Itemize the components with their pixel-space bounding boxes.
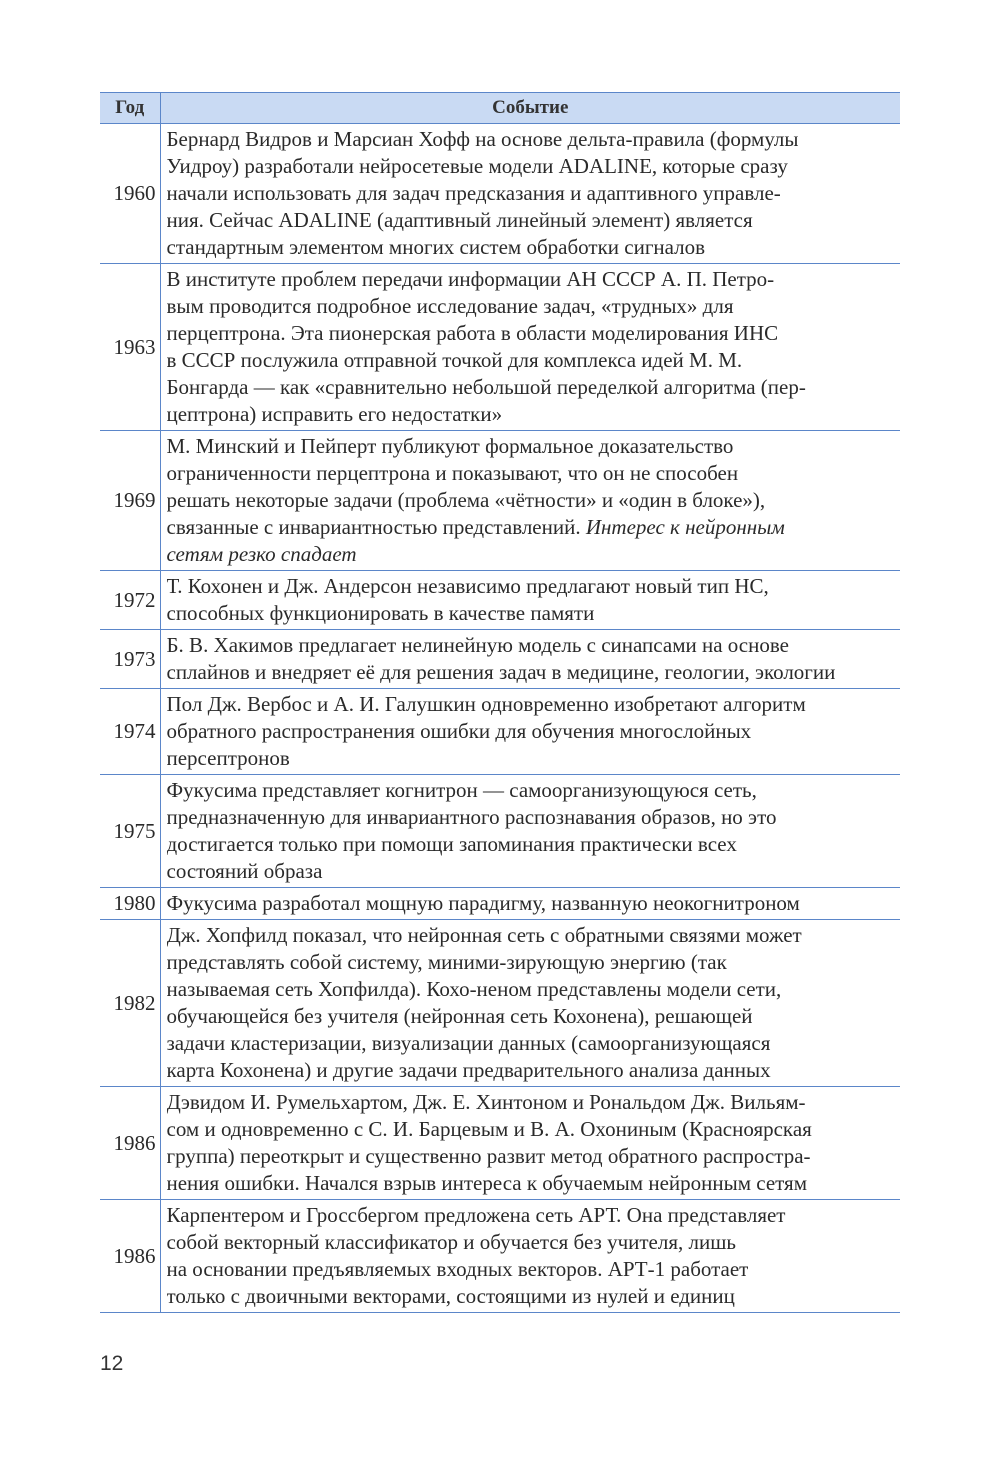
event-line-text: Дж. Хопфилд показал, что нейронная сеть с обратными связями может: [166, 923, 802, 947]
event-line: [167, 1143, 897, 1170]
table-row: [100, 124, 900, 264]
event-line: [167, 1116, 897, 1143]
table-row: [100, 775, 900, 888]
event-line: [167, 1229, 897, 1256]
event-line-text: цептрона) исправить его недостатки»: [166, 402, 503, 426]
event-line: [167, 541, 897, 568]
history-table: [100, 92, 900, 1313]
row-year: 1973: [100, 630, 160, 689]
row-event: [160, 1200, 900, 1313]
event-line-text: решать некоторые задачи (проблема «чётности» и «один в блоке»),: [166, 488, 766, 512]
table-row: [100, 264, 900, 431]
event-line: [167, 401, 897, 428]
event-line-text: обратного распространения ошибки для обучения многослойных: [166, 719, 752, 743]
event-line: [167, 514, 897, 541]
table-row: [100, 888, 900, 920]
table-row: [100, 920, 900, 1087]
event-line-text: называемая сеть Хопфилда). Кохо-неном представлены модели сети,: [166, 977, 782, 1001]
event-line: [167, 180, 897, 207]
event-line-text: на основании предъявляемых входных векторов. АРТ-1 работает: [166, 1257, 749, 1281]
event-line-text: достигается только при помощи запоминания практически всех: [166, 832, 737, 856]
history-table-container: [100, 92, 900, 1313]
event-line-text: карта Кохонена) и другие задачи предварительного анализа данных: [166, 1058, 771, 1082]
event-line: [167, 949, 897, 976]
event-line-text: нения ошибки. Начался взрыв интереса к обучаемым нейронным сетям: [166, 1171, 807, 1195]
event-line-text: начали использовать для задач предсказания и адаптивного управле-: [166, 181, 781, 205]
event-line: [167, 207, 897, 234]
table-row: [100, 431, 900, 571]
row-year: 1982: [100, 920, 160, 1087]
header-event: Событие: [160, 93, 900, 124]
event-line: [167, 347, 897, 374]
event-line: [167, 460, 897, 487]
table-row: [100, 1200, 900, 1313]
row-year: 1986: [100, 1200, 160, 1313]
event-line: [167, 890, 897, 917]
row-year: 1969: [100, 431, 160, 571]
event-line: [167, 1030, 897, 1057]
event-line-text: только с двоичными векторами, состоящими из нулей и единиц: [166, 1284, 735, 1308]
event-line-text: Пол Дж. Вербос и А. И. Галушкин одновременно изобретают алгоритм: [166, 692, 806, 716]
event-line-text: Бонгарда — как «сравнительно небольшой переделкой алгоритма (пер-: [166, 375, 806, 399]
event-line: [167, 831, 897, 858]
event-line: [167, 266, 897, 293]
event-line: [167, 153, 897, 180]
row-year: 1960: [100, 124, 160, 264]
table-row: [100, 571, 900, 630]
row-year: 1972: [100, 571, 160, 630]
event-line: [167, 804, 897, 831]
event-line-text: обучающейся без учителя (нейронная сеть Кохонена), решающей: [166, 1004, 753, 1028]
table-header-row: [100, 93, 900, 124]
event-line: [167, 745, 897, 772]
event-line-text: персептронов: [166, 746, 290, 770]
event-line: [167, 374, 897, 401]
event-line: [167, 293, 897, 320]
event-line: [167, 718, 897, 745]
row-event: [160, 1087, 900, 1200]
event-line-text: сетям резко спадает: [166, 542, 357, 566]
event-line: [167, 1170, 897, 1197]
event-line-text: группа) переоткрыт и существенно развит метод обратного распростра-: [166, 1144, 811, 1168]
event-line-text: состояний образа: [166, 859, 323, 883]
event-line-text: сплайнов и внедряет её для решения задач в медицине, геологии, экологии: [166, 660, 836, 684]
event-line-text: собой векторный классификатор и обучается без учителя, лишь: [166, 1230, 736, 1254]
row-year: 1974: [100, 689, 160, 775]
event-line-italic-text: Интерес к нейронным: [580, 515, 785, 539]
row-event: [160, 888, 900, 920]
event-line: [167, 922, 897, 949]
row-event: [160, 124, 900, 264]
table-row: [100, 630, 900, 689]
event-line: [167, 1089, 897, 1116]
event-line-text: предназначенную для инвариантного распознавания образов, но это: [166, 805, 777, 829]
event-line-text: Карпентером и Гроссбергом предложена сеть АРТ. Она представляет: [166, 1203, 786, 1227]
event-line: [167, 126, 897, 153]
event-line-text: Т. Кохонен и Дж. Андерсон независимо предлагают новый тип НС,: [166, 574, 769, 598]
event-line-text: сом и одновременно с С. И. Барцевым и В. А. Охониным (Красноярская: [166, 1117, 812, 1141]
event-line-text: связанные с инвариантностью представлений.: [166, 515, 581, 539]
event-line-text: Фукусима представляет когнитрон — самоорганизующуюся сеть,: [166, 778, 757, 802]
row-event: [160, 264, 900, 431]
event-line: [167, 632, 897, 659]
row-year: 1975: [100, 775, 160, 888]
event-line-text: стандартным элементом многих систем обработки сигналов: [166, 235, 706, 259]
table-body: [100, 124, 900, 1313]
row-year: 1986: [100, 1087, 160, 1200]
event-line: [167, 1003, 897, 1030]
event-line-text: перцептрона. Эта пионерская работа в области моделирования ИНС: [166, 321, 779, 345]
event-line-text: Фукусима разработал мощную парадигму, названную неокогнитроном: [166, 891, 800, 915]
event-line: [167, 573, 897, 600]
event-line: [167, 976, 897, 1003]
event-line-text: ния. Сейчас ADALINE (адаптивный линейный элемент) является: [166, 208, 753, 232]
event-line: [167, 320, 897, 347]
event-line: [167, 234, 897, 261]
event-line: [167, 600, 897, 627]
event-line-text: М. Минский и Пейперт публикуют формальное доказательство: [166, 434, 734, 458]
event-line-text: способных функционировать в качестве памяти: [166, 601, 595, 625]
event-line-text: Бернард Видров и Марсиан Хофф на основе дельта-правила (формулы: [166, 127, 799, 151]
event-line-text: Уидроу) разработали нейросетевые модели ADALINE, которые сразу: [166, 154, 788, 178]
event-line-text: задачи кластеризации, визуализации данных (самоорганизующаяся: [166, 1031, 771, 1055]
event-line-text: Б. В. Хакимов предлагает нелинейную модель с синапсами на основе: [166, 633, 789, 657]
event-line: [167, 1256, 897, 1283]
event-line-text: В институте проблем передачи информации АН СССР А. П. Петро-: [166, 267, 775, 291]
row-event: [160, 630, 900, 689]
row-event: [160, 920, 900, 1087]
event-line: [167, 1202, 897, 1229]
event-line: [167, 433, 897, 460]
event-line: [167, 1057, 897, 1084]
table-row: [100, 1087, 900, 1200]
event-line: [167, 777, 897, 804]
row-event: [160, 571, 900, 630]
event-line-text: ограниченности перцептрона и показывают, что он не способен: [166, 461, 739, 485]
event-line: [167, 691, 897, 718]
page-number: 12: [100, 1352, 124, 1375]
event-line: [167, 487, 897, 514]
row-year: 1963: [100, 264, 160, 431]
event-line-text: в СССР послужила отправной точкой для комплекса идей М. М.: [166, 348, 743, 372]
event-line-text: представлять собой систему, миними-зирующую энергию (так: [166, 950, 727, 974]
row-event: [160, 431, 900, 571]
header-year: Год: [100, 93, 160, 124]
event-line: [167, 659, 897, 686]
event-line-text: вым проводится подробное исследование задач, «трудных» для: [166, 294, 734, 318]
table-row: [100, 689, 900, 775]
row-event: [160, 689, 900, 775]
row-year: 1980: [100, 888, 160, 920]
event-line: [167, 1283, 897, 1310]
event-line: [167, 858, 897, 885]
event-line-text: Дэвидом И. Румельхартом, Дж. Е. Хинтоном и Рональдом Дж. Вильям-: [166, 1090, 806, 1114]
row-event: [160, 775, 900, 888]
